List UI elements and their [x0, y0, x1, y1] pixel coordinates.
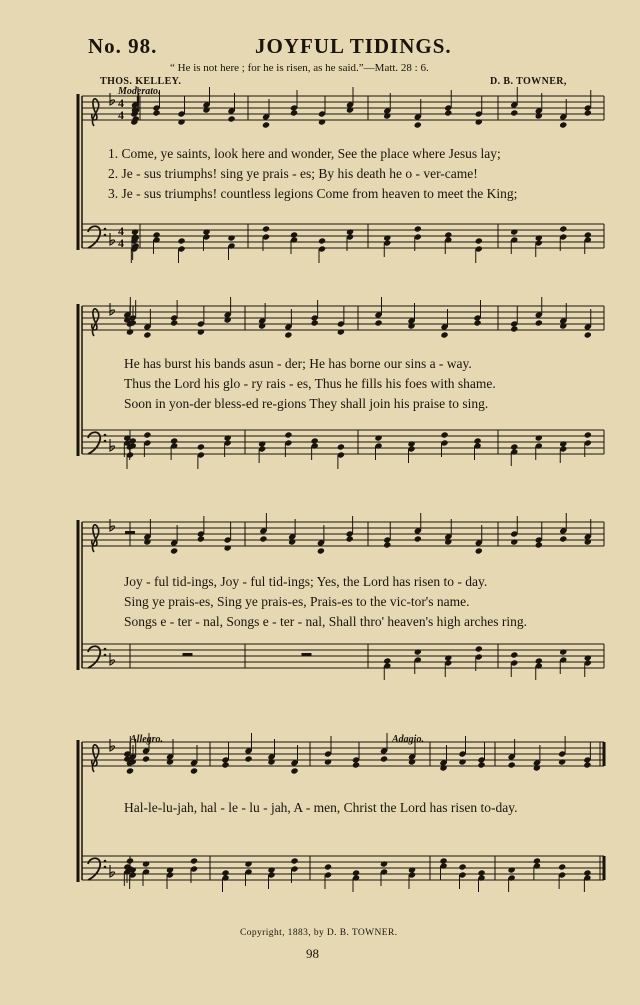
note-head [190, 857, 198, 864]
note-head [440, 331, 448, 338]
lyric-line: Thus the Lord his glo - ry rais - es, Thus he fills his foes with shame. [124, 376, 496, 391]
time-signature: 4 [118, 236, 124, 250]
note-head [258, 322, 266, 329]
note-head [475, 118, 483, 125]
note-head [380, 755, 388, 762]
note-head [284, 431, 292, 438]
note-head [317, 547, 325, 554]
note-head [414, 535, 422, 542]
bass-clef-dot [104, 440, 107, 443]
note-head [535, 434, 543, 441]
note-head [346, 535, 354, 542]
music-credit: D. B. TOWNER, [490, 76, 567, 87]
note-head [383, 112, 391, 119]
note-head [444, 109, 452, 116]
flat-sign-icon [110, 303, 115, 315]
page-number: 98 [306, 946, 319, 961]
note-head [190, 767, 198, 774]
copyright-notice: Copyright, 1883, by D. B. TOWNER. [240, 928, 398, 938]
note-head [559, 225, 567, 232]
note-head [197, 443, 205, 450]
note-head [318, 237, 326, 244]
time-signature: 4 [118, 224, 124, 238]
lyric-line: Hal-le-lu-jah, hal - le - lu - jah, A - men, Christ the Lord has risen to-day. [124, 800, 518, 815]
tempo-marking: Allegro. [130, 734, 164, 745]
note-head [473, 319, 481, 326]
lyric-line: Soon in yon-der bless-ed re-gions They shall join his praise to sing. [124, 396, 489, 411]
bass-clef-icon [88, 226, 100, 248]
hymn-number: No. 98. [88, 34, 158, 58]
note-head [177, 118, 185, 125]
note-head [444, 538, 452, 545]
note-head [559, 648, 567, 655]
note-head [318, 118, 326, 125]
flat-sign-icon [110, 865, 115, 877]
note-head [414, 648, 422, 655]
note-head [262, 225, 270, 232]
note-head [267, 758, 275, 765]
note-head [197, 535, 205, 542]
flat-sign-icon [110, 233, 115, 245]
note-head [324, 758, 332, 765]
note-head [583, 761, 591, 768]
note-head [510, 228, 518, 235]
note-head [166, 758, 174, 765]
bass-clef-icon [88, 432, 100, 454]
bass-clef-icon [88, 646, 100, 668]
note-head [337, 443, 345, 450]
note-head [475, 237, 483, 244]
note-head [126, 328, 134, 335]
note-head [227, 115, 235, 122]
bass-clef-dot [104, 654, 107, 657]
note-head [458, 863, 466, 870]
bass-clef-dot [104, 648, 107, 651]
time-signature: 4 [118, 96, 124, 110]
whole-rest [302, 653, 312, 656]
note-head [383, 541, 391, 548]
treble-clef-icon [92, 309, 99, 336]
note-head [535, 541, 543, 548]
note-head [143, 431, 151, 438]
note-head [559, 535, 567, 542]
note-head [380, 860, 388, 867]
lyric-line: Joy - ful tid-ings, Joy - ful tid-ings; Yes, the Lord has risen to - day. [124, 574, 488, 589]
note-head [559, 121, 567, 128]
note-head [374, 434, 382, 441]
note-head [533, 764, 541, 771]
whole-rest [183, 653, 193, 656]
bass-clef-dot [104, 234, 107, 237]
note-head [510, 109, 518, 116]
note-head [559, 322, 567, 329]
note-head [126, 767, 134, 774]
note-head [439, 764, 447, 771]
flat-sign-icon [110, 653, 115, 665]
note-head [584, 109, 592, 116]
note-head [288, 538, 296, 545]
note-head [170, 319, 178, 326]
note-head [170, 547, 178, 554]
note-head [227, 234, 235, 241]
note-head [143, 538, 151, 545]
note-head [197, 328, 205, 335]
note-head [224, 544, 232, 551]
note-head [142, 860, 150, 867]
treble-clef-icon [92, 99, 99, 126]
note-head [475, 547, 483, 554]
lyric-line: 3. Je - sus triumphs! countless legions Come from heaven to meet the King; [108, 186, 518, 201]
note-head [262, 121, 270, 128]
flat-sign-icon [110, 519, 115, 531]
flat-sign-icon [110, 93, 115, 105]
note-head [414, 225, 422, 232]
note-head [535, 112, 543, 119]
note-head [221, 761, 229, 768]
note-head [337, 328, 345, 335]
note-head [510, 538, 518, 545]
scripture-epigraph: “ He is not here ; for he is risen, as he said.”—Matt. 28 : 6. [170, 62, 429, 74]
note-head [535, 319, 543, 326]
note-head [584, 538, 592, 545]
note-head [290, 767, 298, 774]
lyric-line: 1. Come, ye saints, look here and wonder, See the place where Jesus lay; [108, 146, 501, 161]
tempo-marking: Moderato. [118, 86, 161, 97]
bass-clef-icon [88, 858, 100, 880]
note-head [510, 325, 518, 332]
note-head [177, 237, 185, 244]
note-head [152, 109, 160, 116]
words-credit: THOS. KELLEY. [100, 76, 182, 87]
note-head [558, 863, 566, 870]
note-head [414, 121, 422, 128]
note-head [407, 322, 415, 329]
tempo-marking: Adagio. [392, 734, 424, 745]
treble-clef-icon [92, 525, 99, 552]
note-head [311, 319, 319, 326]
lyric-line: Sing ye prais-es, Sing ye prais-es, Prais-es to the vic-tor's name. [124, 594, 470, 609]
note-head [408, 758, 416, 765]
note-head [510, 651, 518, 658]
note-head [284, 331, 292, 338]
whole-rest [125, 531, 135, 534]
lyric-line: Songs e - ter - nal, Songs e - ter - nal, Shall thro' heaven's high arches ring. [124, 614, 528, 629]
note-head [244, 860, 252, 867]
note-head [143, 331, 151, 338]
note-head [224, 316, 232, 323]
note-head [259, 535, 267, 542]
note-head [558, 758, 566, 765]
note-head [458, 758, 466, 765]
note-head [440, 431, 448, 438]
bass-clef-dot [104, 860, 107, 863]
note-head [290, 857, 298, 864]
lyric-line: 2. Je - sus triumphs! sing ye prais - es; By his death he o - ver-came! [108, 166, 478, 181]
lyric-line: He has burst his bands asun - der; He has borne our sins a - way. [124, 356, 472, 371]
treble-clef-icon [92, 745, 99, 772]
note-head [477, 761, 485, 768]
note-head [142, 755, 150, 762]
note-head [475, 645, 483, 652]
flat-sign-icon [110, 739, 115, 751]
note-head [508, 761, 516, 768]
note-head [202, 106, 210, 113]
note-head [346, 106, 354, 113]
note-head [352, 761, 360, 768]
note-head [584, 331, 592, 338]
note-head [584, 431, 592, 438]
bass-clef-dot [104, 866, 107, 869]
note-head [324, 863, 332, 870]
bass-clef-dot [104, 434, 107, 437]
time-signature: 4 [118, 108, 124, 122]
note-head [290, 109, 298, 116]
note-head [244, 755, 252, 762]
flat-sign-icon [110, 439, 115, 451]
note-head [374, 319, 382, 326]
note-head [126, 857, 134, 864]
hymn-title: JOYFUL TIDINGS. [255, 34, 452, 58]
note-head [508, 866, 516, 873]
bass-clef-dot [104, 228, 107, 231]
